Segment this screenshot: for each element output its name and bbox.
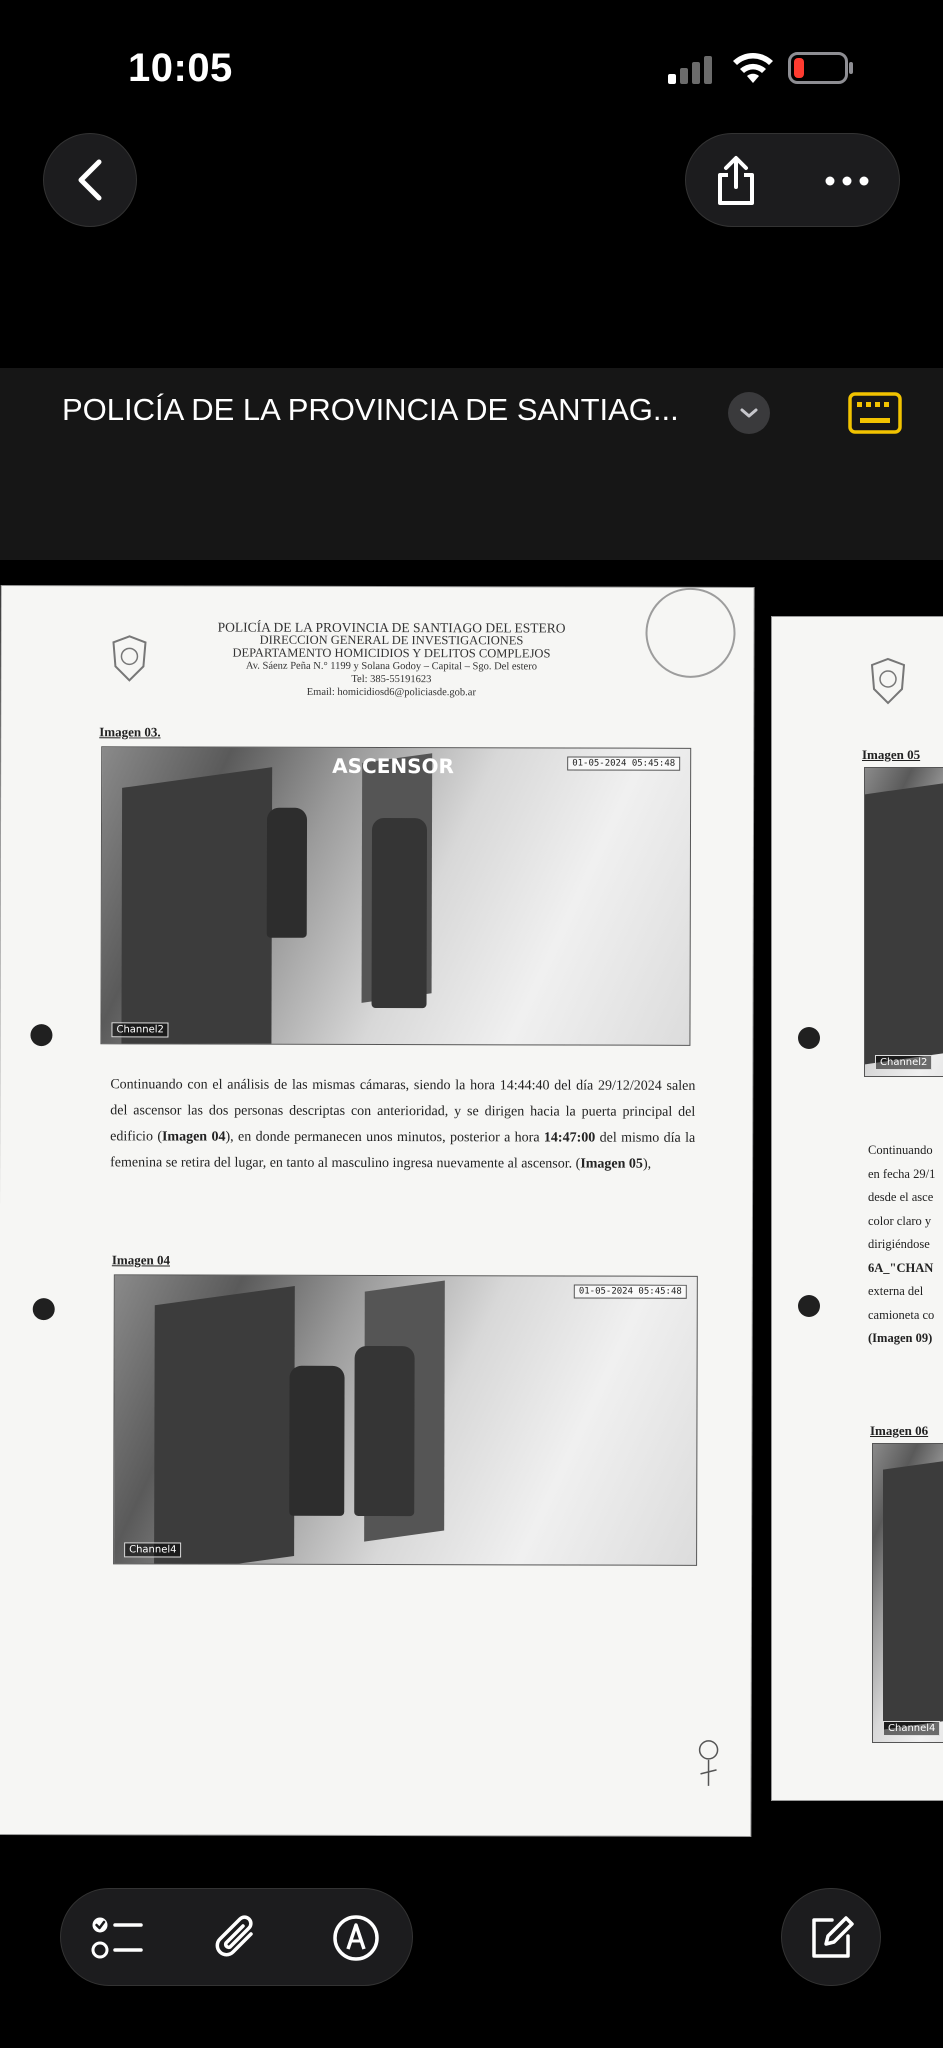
paragraph-line: externa del bbox=[868, 1284, 924, 1298]
paragraph-text: del mismo día la femenina se retira del lugar, en tanto al masculino ingresa nuevamente al ascensor. ( bbox=[110, 1130, 696, 1172]
letterhead-line: DEPARTAMENTO HOMICIDIOS Y DELITOS COMPLEJOS bbox=[232, 645, 551, 661]
timestamp-overlay: 01-05-2024 05:45:48 bbox=[567, 756, 680, 770]
letterhead-line: Av. Sáenz Peña N.° 1199 y Solana Godoy – Capital – Sgo. Del estero bbox=[245, 660, 537, 673]
paragraph-line: Continuando bbox=[868, 1143, 933, 1157]
channel-label: Channel4 bbox=[883, 1721, 940, 1736]
document-viewer[interactable] bbox=[0, 560, 943, 1860]
next-scanned-page[interactable] bbox=[772, 617, 943, 1800]
police-crest-logo bbox=[109, 634, 149, 684]
image-caption: Imagen 03. bbox=[99, 724, 161, 740]
compose-icon bbox=[806, 1912, 856, 1962]
back-button[interactable] bbox=[43, 133, 137, 227]
image-caption: Imagen 06 bbox=[870, 1423, 929, 1438]
cctv-image bbox=[872, 1443, 943, 1743]
body-paragraph bbox=[110, 1072, 695, 1178]
cellular-signal-icon bbox=[668, 54, 716, 84]
timestamp-overlay: 01-05-2024 05:45:48 bbox=[574, 1285, 687, 1299]
letterhead-line: Email: homicidiosd6@policiasde.gob.ar bbox=[306, 686, 476, 699]
paragraph-line: (Imagen 09) bbox=[868, 1331, 933, 1345]
punch-hole bbox=[33, 1298, 55, 1320]
official-seal-stamp bbox=[645, 588, 735, 678]
paragraph-text: Continuando con el análisis de las mismas cámaras, siendo la hora 14:44:40 del día 29/12/2024 salen del ascensor las dos personas descriptas con anterioridad, y se dirigen hacia la puerta principal del edificio ( bbox=[110, 1077, 696, 1145]
letterhead-line: POLICÍA DE LA PROVINCIA DE SANTIAGO DEL ESTERO bbox=[217, 619, 566, 636]
title-menu-button[interactable] bbox=[728, 392, 770, 434]
channel-label: Channel4 bbox=[124, 1542, 181, 1557]
paragraph-text: ), en donde permanecen unos minutos, posterior a hora bbox=[225, 1129, 544, 1146]
paperclip-icon bbox=[213, 1912, 261, 1964]
signature-mark bbox=[688, 1736, 728, 1796]
channel-label: Channel2 bbox=[875, 1055, 932, 1070]
image-caption: Imagen 05 bbox=[862, 747, 921, 762]
overlay-label: ASCENSOR bbox=[332, 753, 454, 779]
bottom-toolbar bbox=[60, 1888, 413, 1986]
paragraph-line: en fecha 29/1 bbox=[868, 1166, 936, 1181]
paragraph-line: desde el asce bbox=[868, 1190, 934, 1204]
actions-pill bbox=[685, 133, 900, 227]
paragraph-bold: Imagen 05 bbox=[580, 1156, 643, 1172]
paragraph-line: color claro y bbox=[868, 1213, 932, 1228]
share-icon bbox=[714, 155, 758, 207]
battery-low-icon bbox=[788, 52, 854, 84]
body-paragraph bbox=[868, 1139, 943, 1351]
paragraph-line: dirigiéndose bbox=[868, 1237, 930, 1251]
ellipsis-icon bbox=[825, 176, 869, 186]
paragraph-bold: Imagen 04 bbox=[161, 1129, 226, 1145]
checklist-icon bbox=[91, 1914, 145, 1962]
letterhead bbox=[201, 621, 581, 700]
attachment-button[interactable] bbox=[182, 1889, 292, 1987]
share-button[interactable] bbox=[686, 134, 786, 228]
document-title[interactable]: POLICÍA DE LA PROVINCIA DE SANTIAG... bbox=[62, 392, 679, 427]
punch-hole bbox=[30, 1024, 52, 1046]
paragraph-line: camioneta co bbox=[868, 1307, 935, 1322]
more-options-button[interactable] bbox=[794, 134, 899, 228]
image-caption: Imagen 04 bbox=[111, 1252, 171, 1268]
keyboard-icon[interactable] bbox=[848, 392, 902, 434]
cctv-image bbox=[864, 767, 943, 1077]
cctv-image bbox=[113, 1274, 698, 1566]
letterhead-line: Tel: 385-55191623 bbox=[351, 673, 432, 686]
police-crest-logo bbox=[868, 657, 908, 707]
chevron-down-icon bbox=[739, 407, 759, 419]
chevron-left-icon bbox=[75, 158, 105, 202]
checklist-button[interactable] bbox=[63, 1889, 173, 1987]
paragraph-text: ), bbox=[642, 1156, 652, 1172]
channel-label: Channel2 bbox=[111, 1022, 168, 1037]
paragraph-bold: 14:47:00 bbox=[543, 1130, 596, 1146]
compose-button[interactable] bbox=[781, 1888, 881, 1986]
markup-button[interactable] bbox=[301, 1889, 411, 1987]
status-time: 10:05 bbox=[128, 46, 233, 90]
cctv-image bbox=[100, 746, 691, 1046]
letterhead-line: DIRECCION GENERAL DE INVESTIGACIONES bbox=[259, 632, 524, 648]
paragraph-line: 6A_"CHAN bbox=[868, 1260, 934, 1275]
markup-pen-icon bbox=[331, 1913, 381, 1963]
wifi-icon bbox=[732, 50, 774, 84]
punch-hole bbox=[798, 1027, 820, 1049]
punch-hole bbox=[798, 1295, 820, 1317]
scanned-page[interactable] bbox=[0, 586, 754, 1836]
